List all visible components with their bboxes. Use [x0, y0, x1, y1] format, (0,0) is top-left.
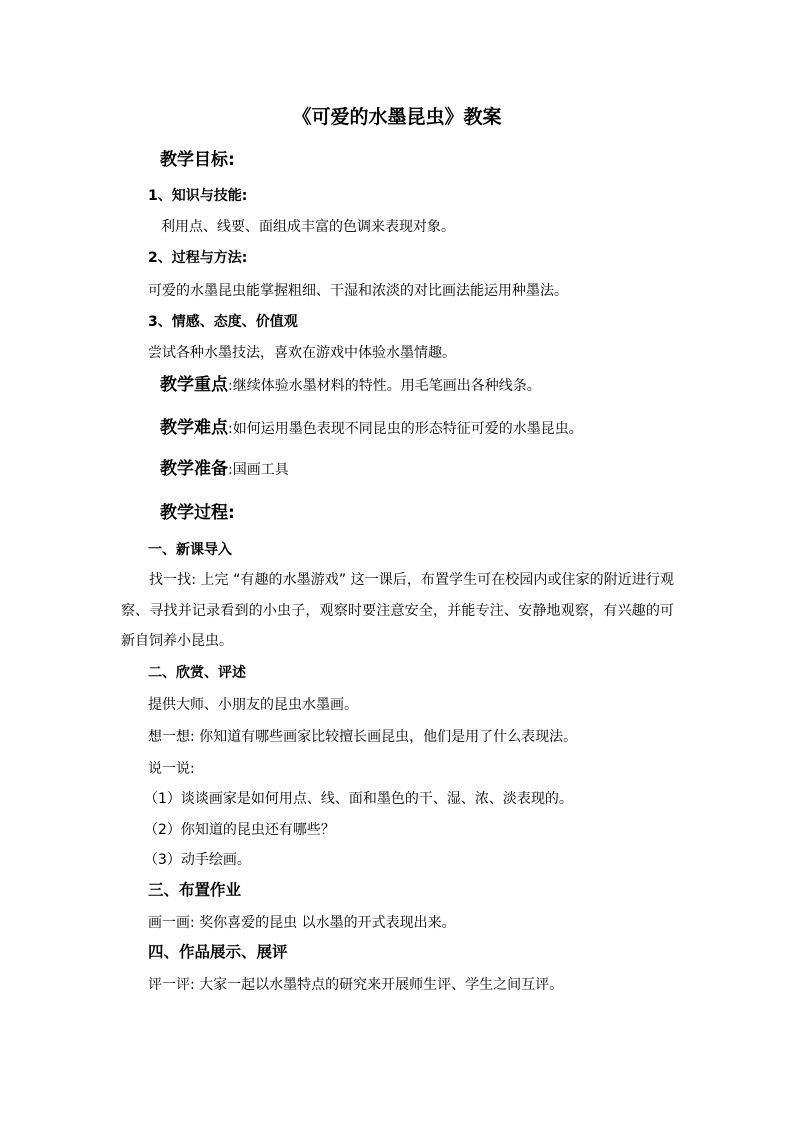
teaching-difficulty-label: 教学难点 — [160, 418, 228, 438]
part2-item2: （2）你知道的昆虫还有哪些？ — [144, 822, 335, 838]
process-method-heading: 2、过程与方法: — [148, 250, 248, 266]
teaching-preparation — [160, 460, 289, 479]
teaching-preparation-text: :国画工具 — [228, 462, 289, 478]
knowledge-text: 利用点、线要、面组成丰富的色调来表现对象。 — [161, 219, 455, 235]
process-method-text: 可爱的水墨昆虫能掌握粗细、干湿和浓淡的对比画法能运用种墨法。 — [148, 283, 568, 299]
part1-paragraph: 找一找: 上完 “有趣的水墨游戏” 这一课后，布置学生可在校园内或住家的附近进行观察、寻找并记录看到的小虫子，观察时要注意安全，并能专注、安静地观察，有兴趣的可新自饲养小昆虫。 — [121, 572, 674, 649]
emotion-text: 尝试各种水墨技法，喜欢在游戏中体验水墨情趣。 — [148, 345, 456, 361]
part2-heading: 二、欣赏、评述 — [148, 665, 246, 681]
part2-text2: 想一想: 你知道有哪些画家比较擅长画昆虫，他们是用了什么表现法。 — [148, 729, 578, 745]
teaching-difficulty-text: :如何运用墨色表现不同昆虫的形态特征可爱的水墨昆虫。 — [228, 421, 583, 437]
part2-text3: 说一说: — [148, 761, 195, 777]
teaching-focus-text: :继续体验水墨材料的特性。用毛笔画出各种线条。 — [228, 378, 541, 394]
teaching-difficulty — [160, 419, 583, 438]
teaching-focus — [160, 376, 541, 395]
part4-heading: 四、作品展示、展评 — [148, 943, 288, 961]
teaching-preparation-label: 教学准备 — [160, 459, 228, 479]
document-title: 《可爱的水墨昆虫》教案 — [292, 106, 502, 128]
part3-heading: 三、布置作业 — [148, 881, 242, 899]
emotion-heading: 3、情感、态度、价值观 — [148, 314, 298, 330]
part2-item1: （1）谈谈画家是如何用点、线、面和墨色的干、湿、浓、淡表现的。 — [144, 791, 573, 807]
knowledge-heading: 1、知识与技能: — [148, 188, 248, 204]
part1-heading: 一、新课导入 — [148, 542, 232, 558]
objectives-heading: 教学目标: — [160, 150, 235, 170]
part2-text1: 提供大师、小朋友的昆虫水墨画。 — [148, 697, 358, 713]
process-heading: 教学过程: — [160, 503, 235, 523]
part4-text: 评一评: 大家一起以水墨特点的研究来开展师生评、学生之间互评。 — [148, 977, 564, 993]
part3-text: 画一画: 奖你喜爱的昆虫 以水墨的开式表现出来。 — [148, 915, 456, 931]
teaching-focus-label: 教学重点 — [160, 375, 228, 395]
part2-item3: （3）动手绘画。 — [144, 852, 251, 868]
